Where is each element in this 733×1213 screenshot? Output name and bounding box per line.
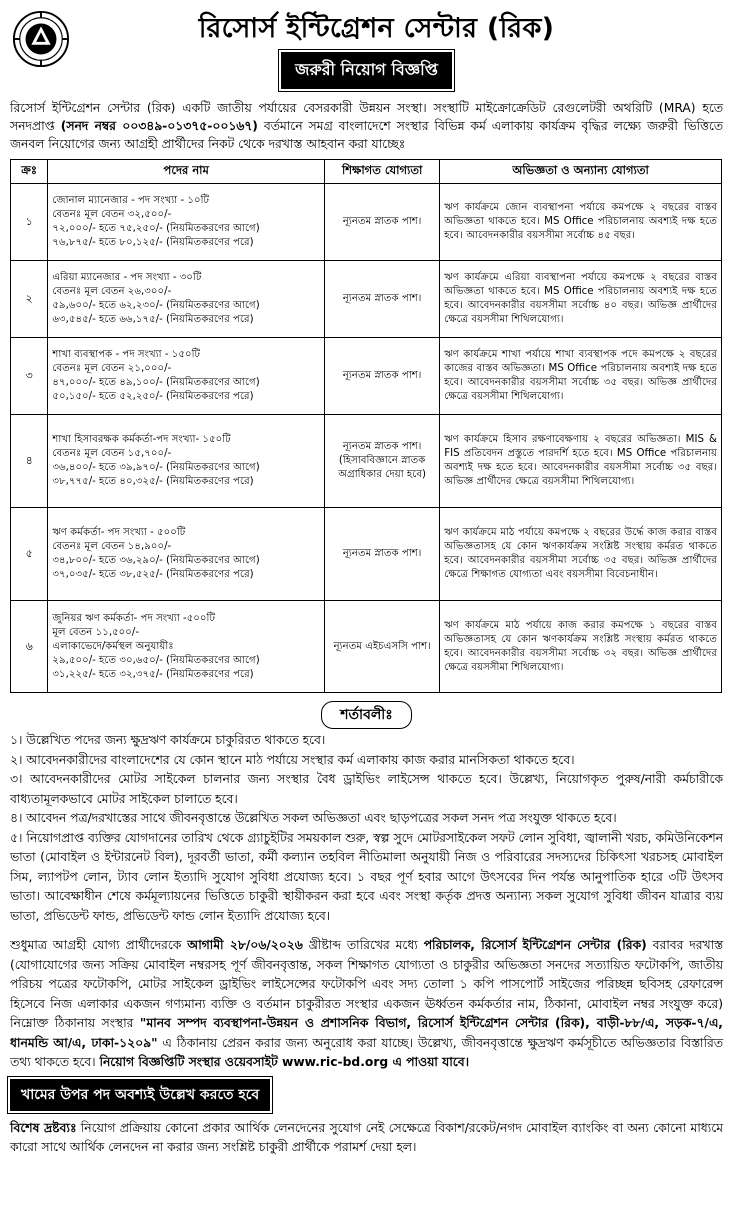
post-salary: ৩৬,৪০০/- হতে ৩৯,৯৭০/- (নিয়মিতকরণের আগে): [52, 462, 260, 473]
row-post: [48, 338, 325, 415]
post-salary: বেতনঃ মূল বেতন ২৬,৩০০/-: [52, 286, 172, 297]
post-salary: মূল বেতন ১১,৫০০/-: [52, 626, 140, 638]
intro-text-2: বর্তমানে সমগ্র বাংলাদেশে সংস্থার বিভিন্ন কর্ম এলাকায় কার্যক্রম বৃদ্ধির লক্ষ্যে জরুরী ভিত্তিতে জনবল নিয়োগের জন্য আগ্রহী প্রার্থীদের নিকট থেকে দরখাস্ত আহবান করা যাচ্ছেঃ: [10, 119, 723, 151]
header-serial: ক্রঃ: [11, 160, 48, 184]
table-row: [11, 415, 722, 508]
row-post: [48, 508, 325, 601]
intro-text-1: রিসোর্স ইন্টিগ্রেশন সেন্টার (রিক) একটি জাতীয় পর্যায়ের বেসরকারী উন্নয়ন সংস্থা। সংস্থাটি মাইক্রোক্রেডিট রেগুলেটরী অথরিটি (MRA) হতে সনদপ্রাপ্ত: [10, 101, 723, 133]
intro-paragraph: [10, 99, 723, 153]
row-experience: ঋণ কার্যক্রমে শাখা পর্যায়ে শাখা ব্যবস্থাপক পদে কমপক্ষে ২ বছরের কাজের বাস্তব অভিজ্ঞতা। MS Office পরিচালনায় অবশ্যই দক্ষ হতে হবে। আবেদনকারীর বয়সসীমা সর্বোচ্চ ৩৫ বছর। অভিজ্ঞ প্রার্থীদের ক্ষেত্রে বয়সসীমা শিথিলযোগ্য।: [440, 338, 722, 415]
row-education: ন্যূনতম স্নাতক পাশ। (হিসাববিজ্ঞানে স্নাতক অগ্রাধিকার দেয়া হবে): [325, 415, 440, 508]
row-experience: ঋণ কার্যক্রমে জোন ব্যবস্থাপনা পর্যায়ে কমপক্ষে ২ বছরের বাস্তব অভিজ্ঞতা থাকতে হবে। MS Office পরিচালনায় অবশ্যই দক্ষ হতে হবে। আবেদনকারীর বয়সসীমা সর্বোচ্চ ৪৫ বছর।: [440, 184, 722, 261]
row-experience: ঋণ কার্যক্রমে এরিয়া ব্যবস্থাপনা পর্যায়ে কমপক্ষে ২ বছরের বাস্তব অভিজ্ঞতা থাকতে হবে। MS Office পরিচালনায় অবশ্যই দক্ষ হতে হবে। আবেদনকারীর বয়সসীমা সর্বোচ্চ ৪০ বছর। অভিজ্ঞ প্রার্থীদের ক্ষেত্রে বয়সসীমা শিথিলযোগ্য।: [440, 261, 722, 338]
organization-title: রিসোর্স ইন্টিগ্রেশন সেন্টার (রিক): [198, 13, 555, 44]
table-header-row: [11, 160, 722, 184]
post-salary: এলাকাভেদে/কর্মস্থল অনুযায়ীঃ: [52, 640, 174, 652]
row-education: ন্যূনতম এইচএসসি পাশ।: [325, 601, 440, 693]
apply-recipient: পরিচালক, রিসোর্স ইন্টিগ্রেশন সেন্টার (রিক): [423, 938, 647, 952]
post-salary: বেতনঃ মূল বেতন ২১,০০০/-: [52, 363, 172, 374]
row-post: [48, 601, 325, 693]
special-note-label: বিশেষ দ্রষ্টব্যঃ: [10, 1120, 77, 1135]
terms-list: [10, 731, 723, 926]
website-note: নিয়োগ বিজ্ঞপ্তিটি সংস্থার ওয়েবসাইট www.ric-bd.org এ পাওয়া যাবে।: [99, 1055, 469, 1069]
post-title: এরিয়া ম্যানেজার - পদ সংখ্যা - ৩০টি: [52, 272, 202, 283]
row-education: ন্যূনতম স্নাতক পাশ।: [325, 338, 440, 415]
vacancy-table: [10, 159, 722, 693]
term-item: ৪। আবেদন পত্র/দরখাস্তের সাথে জীবনবৃত্তান্তে উল্লেখিত সকল অভিজ্ঞতা এবং ছাড়পত্রের সকল সনদ পত্র সংযুক্ত থাকতে হবে।: [10, 811, 617, 825]
apply-text-4: এ ঠিকানায় প্রেরন করার জন্য অনুরোধ করা যাচ্ছে। উল্লেখ্য, জীবনবৃত্তান্তে ক্ষুদ্রঋণ কর্মসূচীতে অভিজ্ঞতার বিস্তারিত তথ্য থাকতে হবে।: [10, 1035, 723, 1069]
post-salary: ৩৭,০৩৫/- হতে ৩৮,৫২৫/- (নিয়মিতকরণের পরে): [52, 569, 254, 580]
table-row: [11, 601, 722, 693]
row-experience: ঋণ কার্যক্রমে মাঠ পর্যায়ে কমপক্ষে ২ বছরের উর্দ্ধে কাজ করার বাস্তব অভিজ্ঞতাসহ যে কোন ঋণকার্যক্রম সংশ্লিষ্ট সংস্থায় কর্মরত থাকতে হবে। আবেদনকারীর বয়সসীমা সর্বোচ্চ ৩৫ বছর। অভিজ্ঞ প্রার্থীদের ক্ষেত্রে শিক্ষাগত যোগ্যতা এবং বয়সসীমা বিবেচনাধীন।: [440, 508, 722, 601]
license-number: (সনদ নম্বর ০০৩৪৯-০১৩৭৫-০০১৬৭): [60, 119, 258, 133]
header-experience: অভিজ্ঞতা ও অন্যান্য যোগ্যতা: [440, 160, 722, 184]
term-item: ৩। আবেদনকারীদের মোটর সাইকেল চালনার জন্য সংস্থার বৈধ ড্রাইভিং লাইসেন্স থাকতে হবে। উল্লেখ্য, নিয়োগকৃত পুরুষ/নারী কর্মচারীকে বাধ্যতামূলকভাবে মোটর সাইকেল চালাতে হবে।: [10, 772, 723, 806]
row-serial: ৫: [11, 508, 48, 601]
row-serial: ২: [11, 261, 48, 338]
row-post: [48, 184, 325, 261]
row-education: ন্যূনতম স্নাতক পাশ।: [325, 508, 440, 601]
row-serial: ৪: [11, 415, 48, 508]
post-salary: ৫০,১৫০/- হতে ৫২,২৫০/- (নিয়মিতকরণের পরে): [52, 391, 254, 402]
row-serial: ৩: [11, 338, 48, 415]
row-serial: ৬: [11, 601, 48, 693]
post-salary: ৩৮,৭৭৫/- হতে ৪০,৩২৫/- (নিয়মিতকরণের পরে): [52, 476, 254, 487]
row-education: ন্যূনতম স্নাতক পাশ।: [325, 261, 440, 338]
post-title: শাখা হিসাবরক্ষক কর্মকর্তা-পদ সংখ্যা- ১৫০টি: [52, 434, 231, 445]
post-title: ঋণ কর্মকর্তা- পদ সংখ্যা - ৫০০টি: [52, 527, 186, 538]
term-item: ২। আবেদনকারীদের বাংলাদেশের যে কোন স্থানে মাঠ পর্যায়ে সংস্থার কর্ম এলাকায় কাজ করার মানসিকতা থাকতে হবে।: [10, 752, 575, 767]
post-salary: ৬৩,৫৪৫/- হতে ৬৬,১৭৫/- (নিয়মিতকরণের পরে): [52, 314, 254, 325]
post-title: জুনিয়র ঋণ কর্মকর্তা- পদ সংখ্যা -৫০০টি: [52, 612, 216, 624]
row-serial: ১: [11, 184, 48, 261]
table-row: [11, 508, 722, 601]
terms-title: শর্তাবলীঃ: [321, 701, 412, 729]
table-row: [11, 338, 722, 415]
post-title: শাখা ব্যবস্থাপক - পদ সংখ্যা - ১৫০টি: [52, 349, 201, 360]
post-salary: বেতনঃ মূল বেতন ১৪,৯০০/-: [52, 541, 172, 552]
apply-text-1: শুধুমাত্র আগ্রহী যোগ্য প্রার্থীদেরকে: [10, 938, 188, 952]
special-note-text: নিয়োগ প্রক্রিয়ায় কোনো প্রকার আর্থিক লেনদেনের সুযোগ নেই সেক্ষেত্রে বিকাশ/রকেট/নগদ মোবাইল ব্যাংকিং বা অন্য কোনো মাধ্যমে কারো সাথে আর্থিক লেনদেন না করার জন্য সংশ্লিষ্ট চাকুরী প্রার্থীকে পরামর্শ দেয়া হল।: [10, 1120, 723, 1154]
apply-text-3: বরাবর দরখাস্ত (যোগাযোগের জন্য সক্রিয় মোবাইল নম্বরসহ পূর্ণ জীবনবৃত্তান্ত, সকল শিক্ষাগত যোগ্যতা ও চাকুরীর অভিজ্ঞতা সনদের সত্যায়িত ফটোকপি, জাতীয় পরিচয় পত্রের ফটোকপি, মোটর সাইকেল ড্রাইভিং লাইসেন্সের ফটোকপি এবং সদ্য তোলা ১ কপি পাসপোর্ট সাইজের পরিচ্ছন্ন ছবিসহ রেফারেন্স হিসেবে নিজ এলাকার একজন গণ্যমান্য ব্যক্তি ও বর্তমান চাকুরীরত সংস্থার একজন ঊর্ধ্বতন কর্মকর্তার নাম, ঠিকানা, মোবাইল নম্বর সংযুক্ত করে) নিম্নোক্ত ঠিকানায় সংস্থার: [10, 938, 723, 1030]
term-item: ৫। নিয়োগপ্রাপ্ত ব্যক্তির যোগদানের তারিখ থেকে গ্র্যাচুইটির সময়কাল শুরু, স্বল্প সুদে মোটরসাইকেল সফট লোন সুবিধা, জ্বালানী খরচ, কমিউনিকেশন ভাতা (মোবাইল ও ইন্টারনেট বিল), দূরবর্তী ভাতা, কর্মী কল্যান তহবিল নীতিমালা অনুযায়ী নিজ ও পরিবারের সদস্যদের চিকিৎসা খরচসহ মোবাইল সিম, ল্যাপটপ লোন, ট্যাব লোন ইত্যাদি সুযোগ সুবিধা প্রযোজ্য হবে। ১ বছর পূর্ণ হবার আগে উৎসবের দিন পর্যন্ত আনুপাতিক হারে ৩টি উৎসব ভাতা। আবেক্ষাধীন শেষে কর্মমূল্যায়নের ভিত্তিতে চাকুরী স্থায়ীকরন করা হবে এবং সংস্থা কর্তৃক প্রদত্ত অন্যান্য সকল সুযোগ সুবিধা জীবন যাত্রার ব্যয় ভাতা, প্রভিডেন্ট ফান্ড, প্রভিডেন্ট ফান্ড লোন ইত্যাদি প্রযোজ্য হবে।: [10, 830, 723, 923]
row-experience: ঋণ কার্যক্রমে মাঠ পর্যায়ে কাজ করার কমপক্ষে ১ বছরের বাস্তব অভিজ্ঞতাসহ যে কোন ঋণকার্যক্রম সংশ্লিষ্ট সংস্থায় কর্মরত থাকতে হবে। আবেদনকারীর বয়সসীমা সর্বোচ্চ ৩২ বছর। অভিজ্ঞ প্রার্থীদের ক্ষেত্রে বয়সসীমা শিথিলযোগ্য।: [440, 601, 722, 693]
post-salary: ২৯,৫০০/- হতে ৩০,৬৫০/- (নিয়মিতকরণের আগে): [52, 654, 260, 666]
table-row: [11, 261, 722, 338]
term-item: ১। উল্লেখিত পদের জন্য ক্ষুদ্রঋণ কার্যক্রমে চাকুরিরত থাকতে হবে।: [10, 733, 326, 747]
post-salary: ৭৬,৮৭৫/- হতে ৮০,১২৫/- (নিয়মিতকরণের পরে): [52, 237, 254, 248]
row-education: ন্যূনতম স্নাতক পাশ।: [325, 184, 440, 261]
envelope-note: খামের উপর পদ অবশ্যই উল্লেখ করতে হবে: [10, 1079, 270, 1111]
post-salary: ৪৭,০০০/- হতে ৪৯,১০০/- (নিয়মিতকরণের আগে): [52, 377, 260, 388]
row-post: [48, 261, 325, 338]
post-salary: বেতনঃ মূল বেতন ৩২,৫০০/-: [52, 209, 172, 220]
post-salary: ৫৯,৬০০/- হতে ৬২,২৩০/- (নিয়মিতকরণের আগে): [52, 300, 260, 311]
post-title: জোনাল ম্যানেজার - পদ সংখ্যা - ১০টি: [52, 195, 210, 206]
apply-address: "মানব সম্পদ ব্যবস্থাপনা-উন্নয়ন ও প্রশাসনিক বিভাগ, রিসোর্স ইন্টিগ্রেশন সেন্টার (রিক), বাড়ী-৮৮/এ, সড়ক-৭/এ, ধানমন্ডি আ/এ, ঢাকা-১২০৯": [10, 1016, 723, 1050]
header-education: শিক্ষাগত যোগ্যতা: [325, 160, 440, 184]
header-post: পদের নাম: [48, 160, 325, 184]
apply-deadline: আগামী ২৮/০৬/২০২৬: [187, 938, 303, 952]
post-salary: ৩১,২২৫/- হতে ৩২,৩৭৫/- (নিয়মিতকরণের পরে): [52, 668, 254, 680]
post-salary: বেতনঃ মূল বেতন ১৫,৭০০/-: [52, 448, 172, 459]
row-post: [48, 415, 325, 508]
apply-text-2: খ্রীষ্টাব্দ তারিখের মধ্যে: [302, 938, 424, 952]
notice-subtitle: জরুরী নিয়োগ বিজ্ঞপ্তি: [281, 52, 452, 89]
organization-logo: [12, 10, 70, 68]
special-note: [10, 1119, 723, 1157]
table-row: [11, 184, 722, 261]
post-salary: ৭২,০০০/- হতে ৭৫,২৫০/- (নিয়মিতকরণের আগে): [52, 223, 260, 234]
application-instructions: [10, 936, 723, 1073]
row-experience: ঋণ কার্যক্রমে হিসাব রক্ষণাবেক্ষণায় ২ বছরের অভিজ্ঞতা। MIS & FIS প্রতিবেদন প্রস্তুতে পারদর্শি হতে হবে। MS Office পরিচালনায় অবশ্যই দক্ষ হতে হবে। আবেদনকারীর বয়সসীমা সর্বোচ্চ ৩৫ বছর। অভিজ্ঞ প্রার্থীদের ক্ষেত্রে বয়সসীমা শিথিলযোগ্য।: [440, 415, 722, 508]
post-salary: ৩৪,৮০০/- হতে ৩৬,২৯০/- (নিয়মিতকরণের আগে): [52, 555, 260, 566]
